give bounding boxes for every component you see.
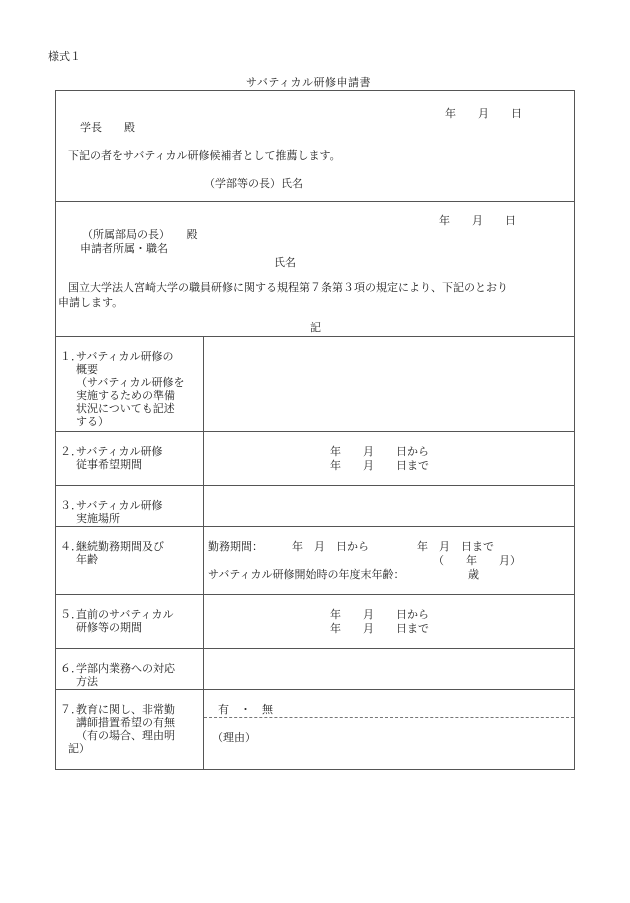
row-5-label: ５．直前のサバティカル 研修等の期間 (60, 608, 174, 634)
row-3-label: ３．サバティカル研修 実施場所 (60, 499, 163, 525)
applicant-name[interactable]: 氏名 (274, 256, 296, 269)
applicant-affiliation[interactable]: 申請者所属・職名 (80, 242, 168, 255)
dashed-divider (204, 717, 574, 718)
row-divider (56, 526, 574, 527)
row-5-to-date[interactable]: 年 月 日まで (330, 622, 429, 635)
row-7-label: ７．教育に関し、非常勤 講師措置希望の有無 （有の場合、理由明 記） (60, 703, 175, 755)
age-label: サバティカル研修開始時の年度末年齢： (208, 568, 405, 581)
row-2-label: ２．サバティカル研修 従事希望期間 (60, 445, 163, 471)
work-period-total[interactable]: （ 年 月） (433, 554, 521, 567)
application-date[interactable]: 年 月 日 (439, 214, 516, 227)
recommendation-date[interactable]: 年 月 日 (445, 107, 522, 120)
row-divider (56, 689, 574, 690)
section-divider (56, 201, 574, 202)
page-title: サバティカル研修申請書 (246, 76, 371, 89)
yes-no-choice[interactable]: 有 ・ 無 (218, 703, 273, 716)
row-2-to-date[interactable]: 年 月 日まで (330, 459, 429, 472)
work-period-from[interactable]: 年 月 日から (292, 540, 369, 553)
age-unit[interactable]: 歳 (468, 568, 479, 581)
row-4-label: ４．継続勤務期間及び 年齢 (60, 540, 164, 566)
application-form (55, 90, 575, 770)
application-statement-line1: 国立大学法人宮崎大学の職員研修に関する規程第７条第３項の規定により、下記のとおり (68, 281, 508, 294)
form-id: 様式１ (48, 50, 81, 63)
application-addressee: （所属部局の長） 殿 (82, 228, 198, 241)
ki-label: 記 (310, 321, 321, 334)
recommendation-statement: 下記の者をサバティカル研修候補者として推薦します。 (68, 149, 341, 162)
row-2-from-date[interactable]: 年 月 日から (330, 445, 429, 458)
recommendation-addressee: 学長 殿 (80, 121, 135, 134)
row-divider (56, 594, 574, 595)
work-period-label: 勤務期間： (208, 540, 263, 553)
row-3-input[interactable] (204, 486, 574, 526)
work-period-to[interactable]: 年 月 日まで (417, 540, 494, 553)
row-6-input[interactable] (204, 649, 574, 689)
row-divider (56, 431, 574, 432)
reason-label[interactable]: （理由） (212, 731, 256, 744)
row-1-label: １．サバティカル研修の 概要 （サバティカル研修を 実施するための準備 状況についても記述 する） (60, 350, 185, 428)
application-statement-line2: 申請します。 (58, 296, 124, 309)
row-5-from-date[interactable]: 年 月 日から (330, 608, 429, 621)
recommender-name[interactable]: （学部等の長）氏名 (204, 177, 303, 190)
row-1-input[interactable] (204, 337, 574, 431)
row-6-label: ６．学部内業務への対応 方法 (60, 662, 175, 688)
